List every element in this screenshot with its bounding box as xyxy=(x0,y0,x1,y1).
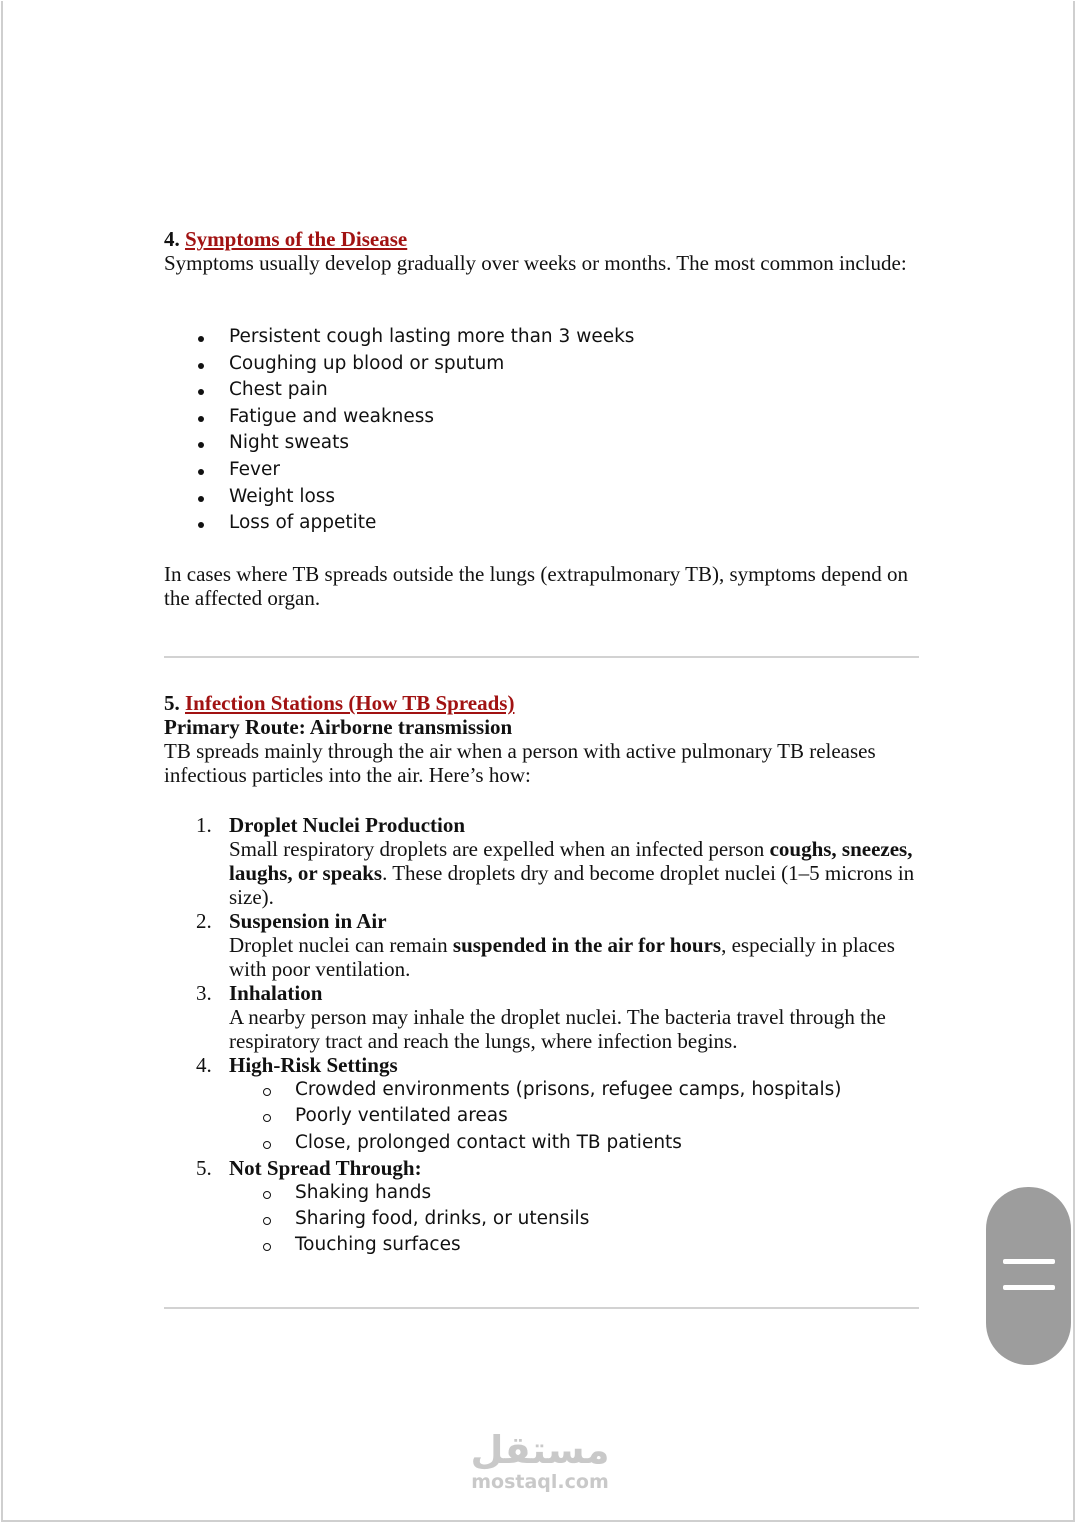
list-item: Loss of appetite xyxy=(196,510,634,537)
bullet-icon xyxy=(198,389,204,395)
step-title: Inhalation xyxy=(229,981,323,1005)
bullet-icon xyxy=(198,442,204,448)
circle-bullet-icon xyxy=(263,1217,271,1225)
drag-handle-icon xyxy=(1003,1285,1055,1290)
section-5-number: 5. xyxy=(164,691,180,715)
section-4-number: 4. xyxy=(164,227,180,251)
step-title: Droplet Nuclei Production xyxy=(229,813,466,837)
step-1 xyxy=(164,813,924,909)
circle-bullet-icon xyxy=(263,1088,271,1096)
step-title: Suspension in Air xyxy=(229,909,387,933)
step-3 xyxy=(164,981,924,1053)
step-number: 1. xyxy=(196,813,212,837)
list-item: Touching surfaces xyxy=(229,1232,924,1258)
bullet-icon xyxy=(198,522,204,528)
scroll-handle[interactable] xyxy=(986,1187,1071,1365)
circle-bullet-icon xyxy=(263,1191,271,1199)
section-4-heading xyxy=(164,227,407,251)
step-text: A nearby person may inhale the droplet nuclei. The bacteria travel through the respiratory tract and reach the lungs, where infection begins. xyxy=(229,1005,886,1053)
section-5-intro: TB spreads mainly through the air when a person with active pulmonary TB releases infectious particles into the air. Here’s how: xyxy=(164,739,876,787)
list-item: Persistent cough lasting more than 3 weeks xyxy=(196,324,634,351)
list-item: Fever xyxy=(196,457,634,484)
step-5 xyxy=(164,1156,924,1259)
list-item: Sharing food, drinks, or utensils xyxy=(229,1206,924,1232)
step-title: High-Risk Settings xyxy=(229,1053,398,1077)
list-item: Poorly ventilated areas xyxy=(229,1103,924,1129)
section-5-heading xyxy=(164,691,514,715)
list-item: Night sweats xyxy=(196,430,634,457)
transmission-steps xyxy=(164,813,924,1259)
watermark-logo: مستقل xyxy=(470,1428,610,1472)
drag-handle-icon xyxy=(1003,1259,1055,1264)
section-4-intro: Symptoms usually develop gradually over weeks or months. The most common include: xyxy=(164,251,907,275)
circle-bullet-icon xyxy=(263,1243,271,1251)
list-item: Fatigue and weakness xyxy=(196,404,634,431)
step-number: 3. xyxy=(196,981,212,1005)
bullet-icon xyxy=(198,336,204,342)
high-risk-list xyxy=(229,1077,924,1156)
section-4-title-link[interactable]: Symptoms of the Disease xyxy=(185,227,408,251)
section-divider xyxy=(164,656,919,658)
step-text: Small respiratory droplets are expelled when an infected person coughs, sneezes, laughs, or speaks. These droplets dry and become droplet nuclei (1–5 microns in size). xyxy=(229,837,915,909)
list-item: Weight loss xyxy=(196,484,634,511)
list-item: Close, prolonged contact with TB patients xyxy=(229,1130,924,1156)
section-4-note: In cases where TB spreads outside the lungs (extrapulmonary TB), symptoms depend on the affected organ. xyxy=(164,562,908,610)
section-5-title-link[interactable]: Infection Stations (How TB Spreads) xyxy=(185,691,515,715)
list-item: Coughing up blood or sputum xyxy=(196,351,634,378)
watermark-url: mostaql.com xyxy=(471,1471,609,1493)
step-title: Not Spread Through: xyxy=(229,1155,422,1180)
bullet-icon xyxy=(198,496,204,502)
list-item: Chest pain xyxy=(196,377,634,404)
bullet-icon xyxy=(198,469,204,475)
section-5-subtitle: Primary Route: Airborne transmission xyxy=(164,715,513,739)
bullet-icon xyxy=(198,416,204,422)
circle-bullet-icon xyxy=(263,1141,271,1149)
step-2 xyxy=(164,909,924,981)
step-number: 5. xyxy=(196,1155,212,1180)
symptoms-list xyxy=(196,324,634,537)
step-4 xyxy=(164,1053,924,1156)
step-number: 4. xyxy=(196,1053,212,1077)
list-item: Crowded environments (prisons, refugee camps, hospitals) xyxy=(229,1077,924,1103)
step-number: 2. xyxy=(196,909,212,933)
watermark xyxy=(470,1428,610,1492)
step-text: Droplet nuclei can remain suspended in the air for hours, especially in places with poor ventilation. xyxy=(229,933,895,981)
section-divider xyxy=(164,1307,919,1309)
bullet-icon xyxy=(198,363,204,369)
list-item: Shaking hands xyxy=(229,1180,924,1206)
circle-bullet-icon xyxy=(263,1114,271,1122)
not-spread-list xyxy=(229,1180,924,1259)
